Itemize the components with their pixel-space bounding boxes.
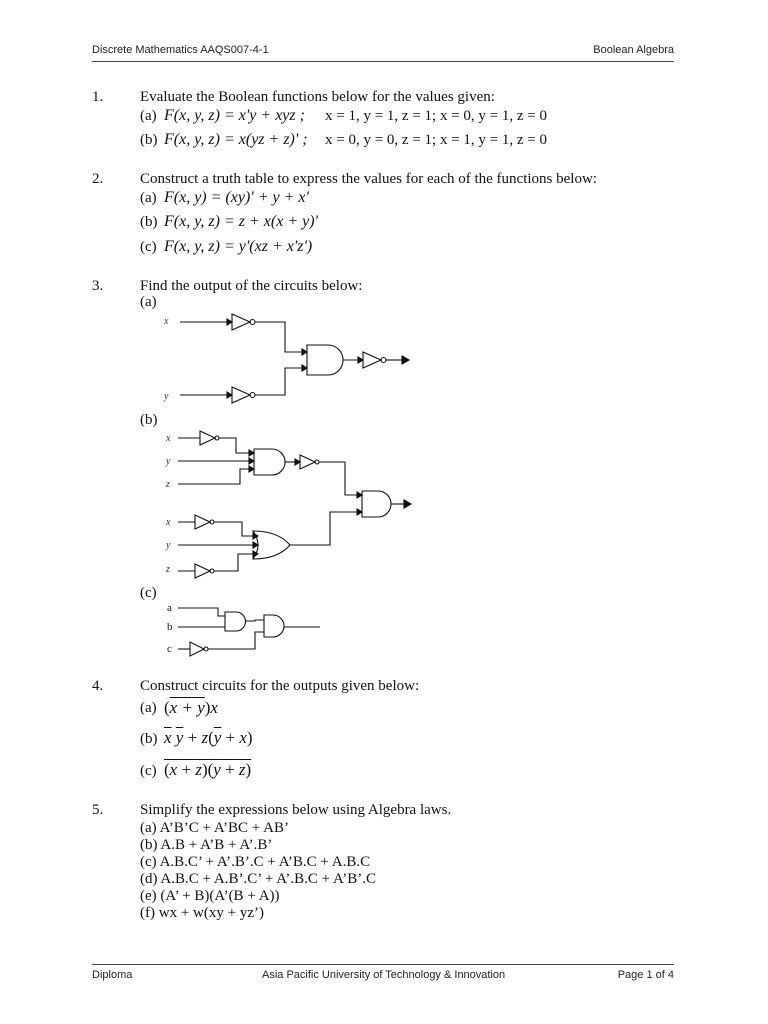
q4-number: 4. (92, 678, 104, 694)
q1-number: 1. (92, 89, 104, 105)
q4-b-label: (b) (140, 731, 158, 747)
circuit-c-diagram (160, 598, 330, 660)
q5-item-a: (a) A’B’C + A’BC + AB’ (140, 820, 290, 836)
header-course-title: Discrete Mathematics AAQS007-4-1 (92, 44, 269, 56)
q3-b-label: (b) (140, 412, 158, 428)
q5-number: 5. (92, 802, 104, 818)
and-gate-c2 (264, 615, 284, 637)
not-gate-a3 (363, 352, 381, 368)
footer-page-number: Page 1 of 4 (617, 969, 674, 981)
or-gate-b (253, 531, 290, 559)
q5-item-d: (d) A.B.C + A.B’.C’ + A’.B.C + A’B’.C (140, 871, 376, 887)
circuit-b-diagram (150, 425, 420, 583)
q1-b-label: (b) (140, 132, 158, 148)
q2-b-expr: F(x, y, z) = z + x(x + y)' (164, 213, 318, 230)
footer-program: Diploma (92, 969, 133, 981)
circuit-b-label-z1: z (166, 479, 170, 490)
q4-b-expr: $\overline{x}$ $\overline{y} + z(\overline{y} + x)$ (164, 728, 253, 747)
header-rule (92, 61, 674, 62)
q1-a-label: (a) (140, 108, 157, 124)
circuit-b-label-x2: x (166, 517, 171, 528)
q2-a-label: (a) (140, 190, 157, 206)
circuit-c-label-c: c (167, 643, 172, 655)
q2-number: 2. (92, 171, 104, 187)
q1-a-expr: F(x, y, z) = x'y + xyz ; (164, 107, 305, 124)
q5-title: Simplify the expressions below using Algebra laws. (140, 802, 452, 818)
q4-a-label: (a) (140, 700, 157, 716)
not-gate-a1 (232, 314, 250, 330)
q5-item-f: (f) wx + w(xy + yz’) (140, 905, 264, 921)
q3-a-label: (a) (140, 294, 157, 310)
q2-title: Construct a truth table to express the values for each of the functions below: (140, 171, 597, 187)
and-gate-b2 (362, 491, 391, 517)
q4-c-expr: (x + z)(y + z) (164, 760, 252, 779)
circuit-c-label-a: a (167, 602, 172, 614)
and-gate-b1 (254, 449, 285, 475)
not-gate-a2 (232, 387, 250, 403)
q1-title: Evaluate the Boolean functions below for the values given: (140, 89, 495, 105)
q2-a-expr: F(x, y) = (xy)' + y + x' (164, 189, 309, 206)
q2-b-label: (b) (140, 214, 158, 230)
q3-number: 3. (92, 278, 104, 294)
footer-university: Asia Pacific University of Technology & Innovation (262, 969, 506, 981)
q1-b-expr: F(x, y, z) = x(yz + z)' ; (164, 131, 308, 148)
circuit-a-label-x: x (164, 316, 169, 327)
circuit-b-label-x1: x (166, 433, 171, 444)
q5-item-c: (c) A.B.C’ + A’.B’.C + A’B.C + A.B.C (140, 854, 371, 870)
circuit-b-label-z2: z (166, 564, 170, 575)
q3-c-label: (c) (140, 585, 157, 601)
circuit-a-diagram (150, 305, 420, 410)
circuit-b-label-y1: y (166, 456, 171, 467)
circuit-c-label-b: b (167, 621, 173, 633)
q2-c-expr: F(x, y, z) = y'(xz + x'z') (164, 238, 313, 255)
and-gate-a (307, 345, 343, 375)
circuit-b-label-y2: y (166, 540, 171, 551)
q3-title: Find the output of the circuits below: (140, 278, 363, 294)
q5-item-e: (e) (A’ + B)(A’(B + A)) (140, 888, 280, 904)
q2-c-label: (c) (140, 239, 157, 255)
q1-b-values: x = 0, y = 0, z = 1; x = 1, y = 1, z = 0 (325, 132, 547, 148)
header-topic: Boolean Algebra (593, 44, 674, 56)
q1-a-values: x = 1, y = 1, z = 1; x = 0, y = 1, z = 0 (325, 108, 547, 124)
q5-item-b: (b) A.B + A’B + A’.B’ (140, 837, 273, 853)
footer-rule (92, 964, 674, 965)
circuit-a-label-y: y (164, 391, 169, 402)
q4-a-expr: (x + y)x (164, 698, 218, 717)
q4-c-label: (c) (140, 763, 157, 779)
q4-title: Construct circuits for the outputs given below: (140, 678, 420, 694)
and-gate-c1 (225, 612, 246, 631)
